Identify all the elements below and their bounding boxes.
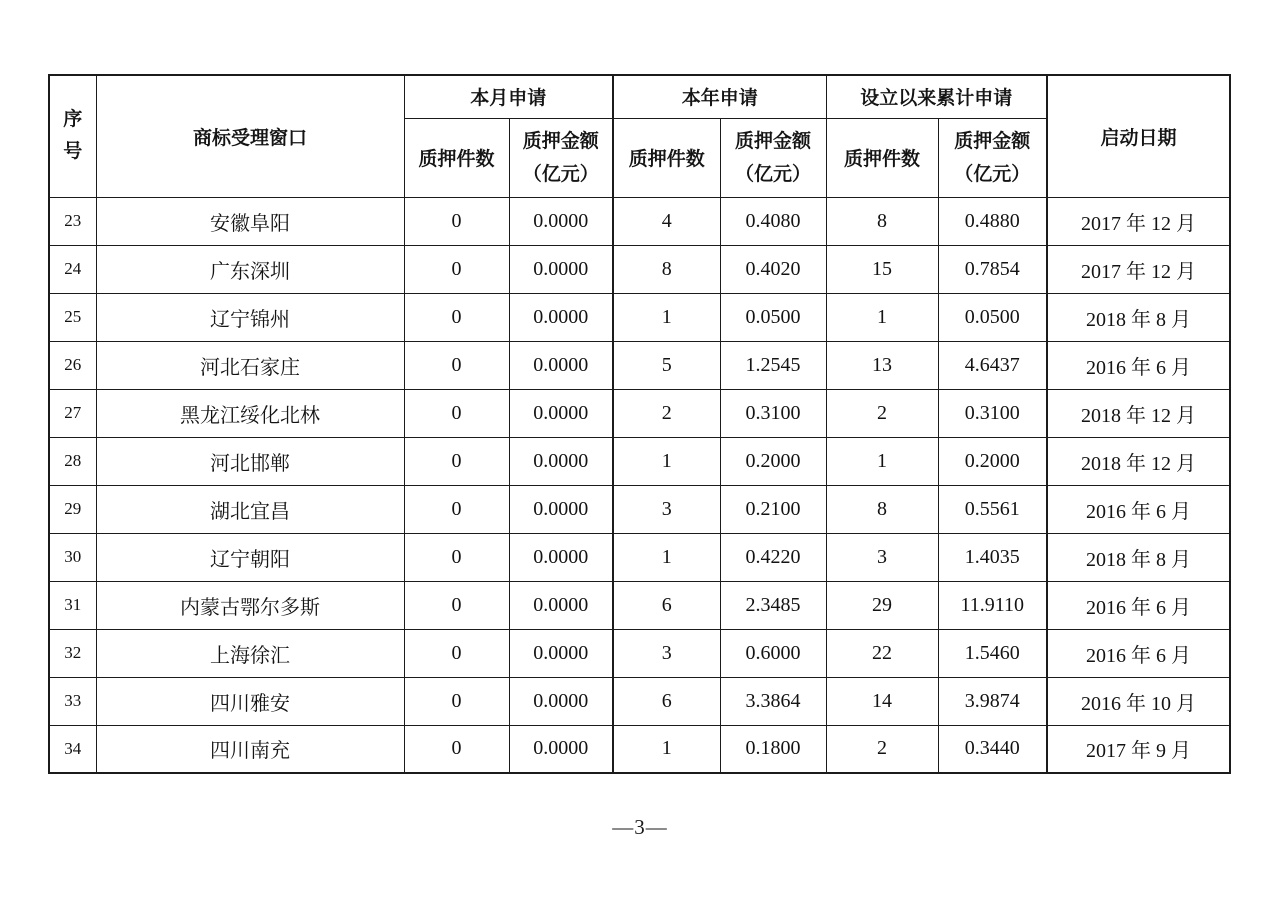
cell-total-count: 29 (826, 581, 938, 629)
header-year-amount-line2: （亿元） (735, 163, 812, 185)
table-row (49, 389, 1230, 437)
cell-serial-number: 23 (49, 197, 96, 245)
cell-total-amount: 0.7854 (938, 245, 1047, 293)
table-row (49, 581, 1230, 629)
cell-total-count: 13 (826, 341, 938, 389)
cell-year-amount: 0.0500 (720, 293, 826, 341)
cell-total-count: 2 (826, 725, 938, 773)
table-row (49, 725, 1230, 773)
cell-month-count: 0 (404, 677, 509, 725)
cell-year-amount: 0.1800 (720, 725, 826, 773)
table-row (49, 341, 1230, 389)
header-group-year: 本年申请 (613, 75, 826, 118)
cell-serial-number: 31 (49, 581, 96, 629)
cell-year-amount: 0.2100 (720, 485, 826, 533)
cell-window-name: 广东深圳 (96, 245, 404, 293)
cell-serial-number: 25 (49, 293, 96, 341)
cell-total-amount: 3.9874 (938, 677, 1047, 725)
cell-total-amount: 1.5460 (938, 629, 1047, 677)
cell-year-amount: 0.6000 (720, 629, 826, 677)
cell-total-amount: 0.4880 (938, 197, 1047, 245)
cell-start-date: 2016 年 6 月 (1047, 629, 1230, 677)
header-group-month: 本月申请 (404, 75, 613, 118)
cell-start-date: 2016 年 10 月 (1047, 677, 1230, 725)
cell-month-amount: 0.0000 (509, 389, 613, 437)
cell-start-date: 2018 年 12 月 (1047, 389, 1230, 437)
cell-start-date: 2016 年 6 月 (1047, 581, 1230, 629)
cell-total-count: 2 (826, 389, 938, 437)
cell-serial-number: 29 (49, 485, 96, 533)
cell-month-count: 0 (404, 533, 509, 581)
cell-total-amount: 0.3100 (938, 389, 1047, 437)
cell-total-count: 8 (826, 197, 938, 245)
cell-month-amount: 0.0000 (509, 725, 613, 773)
cell-window-name: 四川雅安 (96, 677, 404, 725)
cell-month-amount: 0.0000 (509, 341, 613, 389)
header-total-amount (938, 118, 1047, 197)
table-row (49, 629, 1230, 677)
cell-month-count: 0 (404, 629, 509, 677)
cell-month-amount: 0.0000 (509, 533, 613, 581)
header-window: 商标受理窗口 (96, 75, 404, 197)
page-number: —3— (612, 815, 668, 839)
cell-month-amount: 0.0000 (509, 197, 613, 245)
header-serial-line1: 序 (63, 109, 83, 131)
cell-year-amount: 0.4220 (720, 533, 826, 581)
cell-serial-number: 24 (49, 245, 96, 293)
cell-month-count: 0 (404, 437, 509, 485)
cell-year-amount: 0.4080 (720, 197, 826, 245)
cell-window-name: 内蒙古鄂尔多斯 (96, 581, 404, 629)
cell-year-count: 8 (613, 245, 720, 293)
cell-window-name: 河北邯郸 (96, 437, 404, 485)
cell-year-count: 1 (613, 725, 720, 773)
cell-window-name: 黑龙江绥化北林 (96, 389, 404, 437)
cell-month-count: 0 (404, 341, 509, 389)
cell-month-count: 0 (404, 725, 509, 773)
cell-month-count: 0 (404, 389, 509, 437)
cell-total-amount: 0.5561 (938, 485, 1047, 533)
cell-year-count: 6 (613, 677, 720, 725)
table-row (49, 245, 1230, 293)
cell-serial-number: 30 (49, 533, 96, 581)
table-body (49, 197, 1230, 773)
cell-window-name: 河北石家庄 (96, 341, 404, 389)
table-row (49, 485, 1230, 533)
cell-total-amount: 1.4035 (938, 533, 1047, 581)
header-month-amount-line1: 质押金额 (522, 130, 599, 152)
table-row (49, 437, 1230, 485)
cell-month-count: 0 (404, 485, 509, 533)
header-start-date: 启动日期 (1047, 75, 1230, 197)
cell-year-count: 1 (613, 533, 720, 581)
cell-year-count: 3 (613, 485, 720, 533)
cell-year-amount: 0.4020 (720, 245, 826, 293)
cell-year-count: 4 (613, 197, 720, 245)
cell-serial-number: 28 (49, 437, 96, 485)
cell-start-date: 2017 年 12 月 (1047, 197, 1230, 245)
cell-serial-number: 27 (49, 389, 96, 437)
cell-total-amount: 0.3440 (938, 725, 1047, 773)
table-row (49, 293, 1230, 341)
cell-serial-number: 33 (49, 677, 96, 725)
cell-start-date: 2017 年 9 月 (1047, 725, 1230, 773)
cell-year-count: 5 (613, 341, 720, 389)
cell-year-amount: 2.3485 (720, 581, 826, 629)
header-group-total: 设立以来累计申请 (826, 75, 1047, 118)
cell-month-amount: 0.0000 (509, 485, 613, 533)
header-total-count: 质押件数 (826, 118, 938, 197)
cell-total-count: 14 (826, 677, 938, 725)
cell-start-date: 2016 年 6 月 (1047, 485, 1230, 533)
cell-window-name: 上海徐汇 (96, 629, 404, 677)
cell-total-count: 1 (826, 293, 938, 341)
cell-year-amount: 3.3864 (720, 677, 826, 725)
cell-month-amount: 0.0000 (509, 293, 613, 341)
table-row (49, 533, 1230, 581)
header-serial (49, 75, 96, 197)
cell-month-count: 0 (404, 581, 509, 629)
header-total-amount-line1: 质押金额 (954, 130, 1031, 152)
cell-month-amount: 0.0000 (509, 677, 613, 725)
cell-month-amount: 0.0000 (509, 437, 613, 485)
header-year-amount (720, 118, 826, 197)
cell-month-count: 0 (404, 293, 509, 341)
header-month-amount (509, 118, 613, 197)
cell-month-amount: 0.0000 (509, 581, 613, 629)
cell-total-count: 8 (826, 485, 938, 533)
header-serial-line2: 号 (63, 141, 83, 163)
cell-start-date: 2017 年 12 月 (1047, 245, 1230, 293)
cell-start-date: 2016 年 6 月 (1047, 341, 1230, 389)
cell-total-amount: 4.6437 (938, 341, 1047, 389)
cell-start-date: 2018 年 8 月 (1047, 533, 1230, 581)
header-month-count: 质押件数 (404, 118, 509, 197)
cell-serial-number: 32 (49, 629, 96, 677)
cell-total-count: 3 (826, 533, 938, 581)
cell-window-name: 辽宁朝阳 (96, 533, 404, 581)
cell-window-name: 湖北宜昌 (96, 485, 404, 533)
cell-total-count: 1 (826, 437, 938, 485)
cell-total-count: 15 (826, 245, 938, 293)
header-month-amount-line2: （亿元） (522, 163, 599, 185)
cell-year-count: 2 (613, 389, 720, 437)
cell-serial-number: 26 (49, 341, 96, 389)
header-year-count: 质押件数 (613, 118, 720, 197)
cell-month-count: 0 (404, 197, 509, 245)
header-row-groups (49, 75, 1230, 118)
cell-month-count: 0 (404, 245, 509, 293)
header-year-amount-line1: 质押金额 (735, 130, 812, 152)
cell-total-amount: 0.2000 (938, 437, 1047, 485)
cell-month-amount: 0.0000 (509, 629, 613, 677)
cell-year-count: 1 (613, 293, 720, 341)
cell-year-amount: 0.2000 (720, 437, 826, 485)
cell-start-date: 2018 年 8 月 (1047, 293, 1230, 341)
cell-window-name: 安徽阜阳 (96, 197, 404, 245)
cell-year-amount: 0.3100 (720, 389, 826, 437)
cell-window-name: 四川南充 (96, 725, 404, 773)
cell-year-amount: 1.2545 (720, 341, 826, 389)
cell-start-date: 2018 年 12 月 (1047, 437, 1230, 485)
cell-total-amount: 0.0500 (938, 293, 1047, 341)
table-row (49, 677, 1230, 725)
cell-serial-number: 34 (49, 725, 96, 773)
cell-total-count: 22 (826, 629, 938, 677)
cell-total-amount: 11.9110 (938, 581, 1047, 629)
cell-year-count: 6 (613, 581, 720, 629)
cell-year-count: 3 (613, 629, 720, 677)
pledge-table (48, 74, 1231, 774)
cell-month-amount: 0.0000 (509, 245, 613, 293)
cell-year-count: 1 (613, 437, 720, 485)
table-row (49, 197, 1230, 245)
header-total-amount-line2: （亿元） (954, 163, 1031, 185)
cell-window-name: 辽宁锦州 (96, 293, 404, 341)
